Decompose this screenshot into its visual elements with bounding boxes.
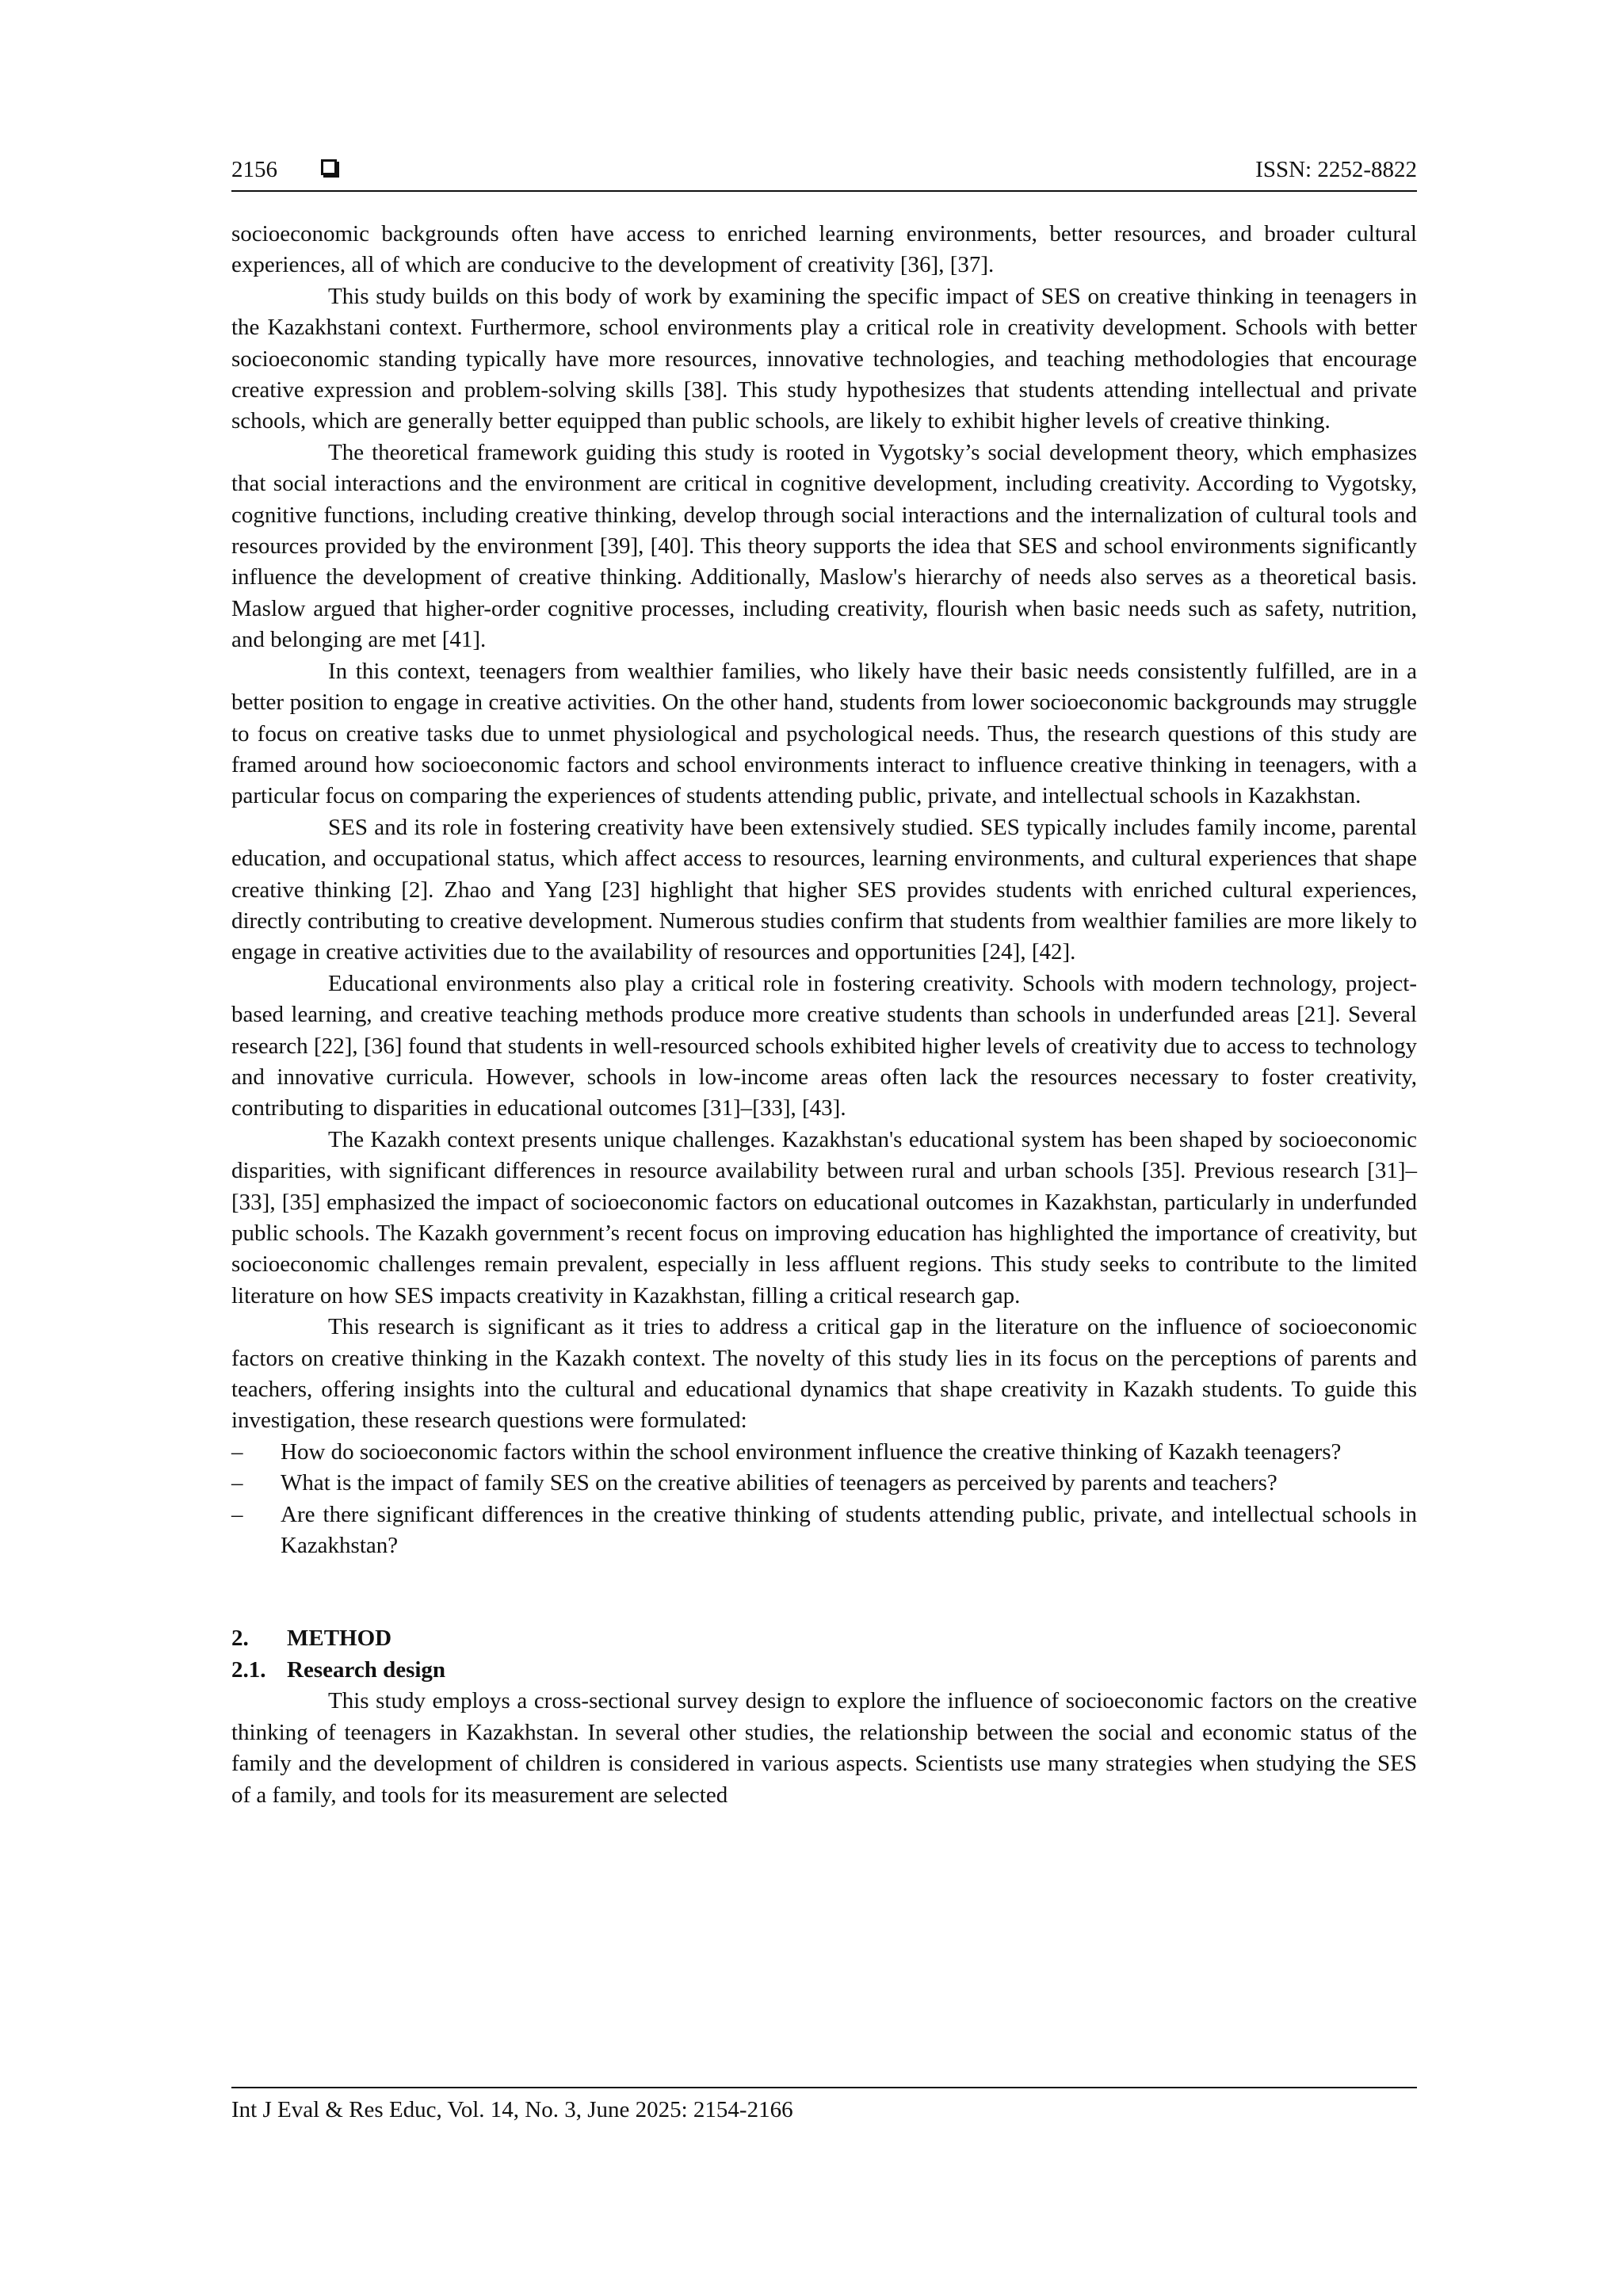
section-title: METHOD bbox=[287, 1626, 392, 1652]
list-item bbox=[231, 1499, 1417, 1562]
paragraph: Educational environments also play a critical role in fostering creativity. Schools with modern technology, project-based learning, and creative teaching methods produce more creative students than schools in underfunded areas [21]. Several research [22], [36] found that students in well-resourced schools exhibited higher levels of creativity due to access to technology and innovative curricula. However, schools in low-income areas often lack the resources necessary to foster creativity, contributing to disparities in educational outcomes [31]–[33], [43]. bbox=[231, 970, 1417, 1121]
footer-citation: Int J Eval & Res Educ, Vol. 14, No. 3, June 2025: 2154-2166 bbox=[231, 2097, 793, 2122]
section-number: 2. bbox=[231, 1626, 249, 1652]
list-item-text: Are there significant differences in the creative thinking of students attending public, private, and intellectual schools in Kazakhstan? bbox=[281, 1501, 1417, 1559]
paragraph: In this context, teenagers from wealthier families, who likely have their basic needs consistently fulfilled, are in a better position to engage in creative activities. On the other hand, students from lower socioeconomic backgrounds may struggle to focus on creative tasks due to unmet physiological and psychological needs. Thus, the research questions of this study are framed around how socioeconomic factors and school environments interact to influence creative thinking in teenagers, with a particular focus on comparing the experiences of students attending public, private, and intellectual schools in Kazakhstan. bbox=[231, 658, 1417, 809]
paragraph: This research is significant as it tries to address a critical gap in the literature on the influence of socioeconomic factors on creative thinking in the Kazakh context. The novelty of this study lies in its focus on the perceptions of parents and teachers, offering insights into the cultural and educational dynamics that shape creativity in Kazakh students. To guide this investigation, these research questions were formulated: bbox=[231, 1314, 1417, 1434]
paragraph-continued: socioeconomic backgrounds often have access to enriched learning environments, better resources, and broader cultural experiences, all of which are conducive to the development of creativity [36], [37]. bbox=[231, 221, 1417, 278]
dash-bullet: – bbox=[231, 1470, 243, 1496]
paragraph: The theoretical framework guiding this study is rooted in Vygotsky’s social development theory, which emphasizes that social interactions and the environment are critical in cognitive development, including creativity. According to Vygotsky, cognitive functions, including creative thinking, develop through social interactions and the internalization of cultural tools and resources provided by the environment [39], [40]. This theory supports the idea that SES and school environments significantly influence the development of creative thinking. Additionally, Maslow's hierarchy of needs also serves as a theoretical basis. Maslow argued that higher-order cognitive processes, including creativity, flourish when basic needs such as safety, nutrition, and belonging are met [41]. bbox=[231, 439, 1417, 653]
paragraph: SES and its role in fostering creativity have been extensively studied. SES typically includes family income, parental education, and occupational status, which affect access to resources, learning environments, and cultural experiences that shape creative thinking [2]. Zhao and Yang [23] highlight that higher SES provides students with enriched cultural experiences, directly contributing to creative development. Numerous studies confirm that students from wealthier families are more likely to engage in creative activities due to the availability of resources and opportunities [24], [42]. bbox=[231, 814, 1417, 965]
dash-bullet: – bbox=[231, 1501, 243, 1527]
list-item-text: What is the impact of family SES on the creative abilities of teenagers as perceived by parents and teachers? bbox=[281, 1470, 1277, 1496]
subsection-heading bbox=[231, 1655, 1417, 1686]
square-bullet-icon bbox=[321, 159, 337, 175]
section-spacer bbox=[231, 1561, 1417, 1623]
section-heading bbox=[231, 1623, 1417, 1654]
article-body bbox=[231, 219, 1417, 1811]
subsection-title: Research design bbox=[287, 1656, 446, 1683]
list-item-text: How do socioeconomic factors within the school environment influence the creative thinking of Kazakh teenagers? bbox=[281, 1438, 1342, 1465]
research-questions-list bbox=[231, 1437, 1417, 1562]
page-number: 2156 bbox=[231, 157, 277, 182]
subsection-number: 2.1. bbox=[231, 1656, 266, 1683]
paragraph: This study builds on this body of work by examining the specific impact of SES on creative thinking in teenagers in the Kazakhstani context. Furthermore, school environments play a critical role in creativity development. Schools with better socioeconomic standing typically have more resources, innovative technologies, and teaching methodologies that encourage creative expression and problem-solving skills [38]. This study hypothesizes that students attending intellectual and private schools, which are generally better equipped than public schools, are likely to exhibit higher levels of creative thinking. bbox=[231, 283, 1417, 434]
header-divider bbox=[231, 190, 1417, 192]
issn-label: ISSN: 2252-8822 bbox=[1255, 157, 1417, 182]
page-header bbox=[231, 155, 1417, 193]
list-item bbox=[231, 1468, 1417, 1499]
footer-divider bbox=[231, 2087, 1417, 2088]
paragraph: The Kazakh context presents unique challenges. Kazakhstan's educational system has been shaped by socioeconomic disparities, with significant differences in resource availability between rural and urban schools [35]. Previous research [31]–[33], [35] emphasized the impact of socioeconomic factors on educational outcomes in Kazakhstan, particularly in underfunded public schools. The Kazakh government’s recent focus on improving education has highlighted the importance of creativity, but socioeconomic challenges remain prevalent, especially in less affluent regions. This study seeks to contribute to the limited literature on how SES impacts creativity in Kazakhstan, filling a critical research gap. bbox=[231, 1126, 1417, 1308]
dash-bullet: – bbox=[231, 1438, 243, 1465]
list-item bbox=[231, 1437, 1417, 1468]
paragraph: This study employs a cross-sectional survey design to explore the influence of socioeconomic factors on the creative thinking of teenagers in Kazakhstan. In several other studies, the relationship between the social and economic status of the family and the development of children is considered in various aspects. Scientists use many strategies when studying the SES of a family, and tools for its measurement are selected bbox=[231, 1688, 1417, 1808]
